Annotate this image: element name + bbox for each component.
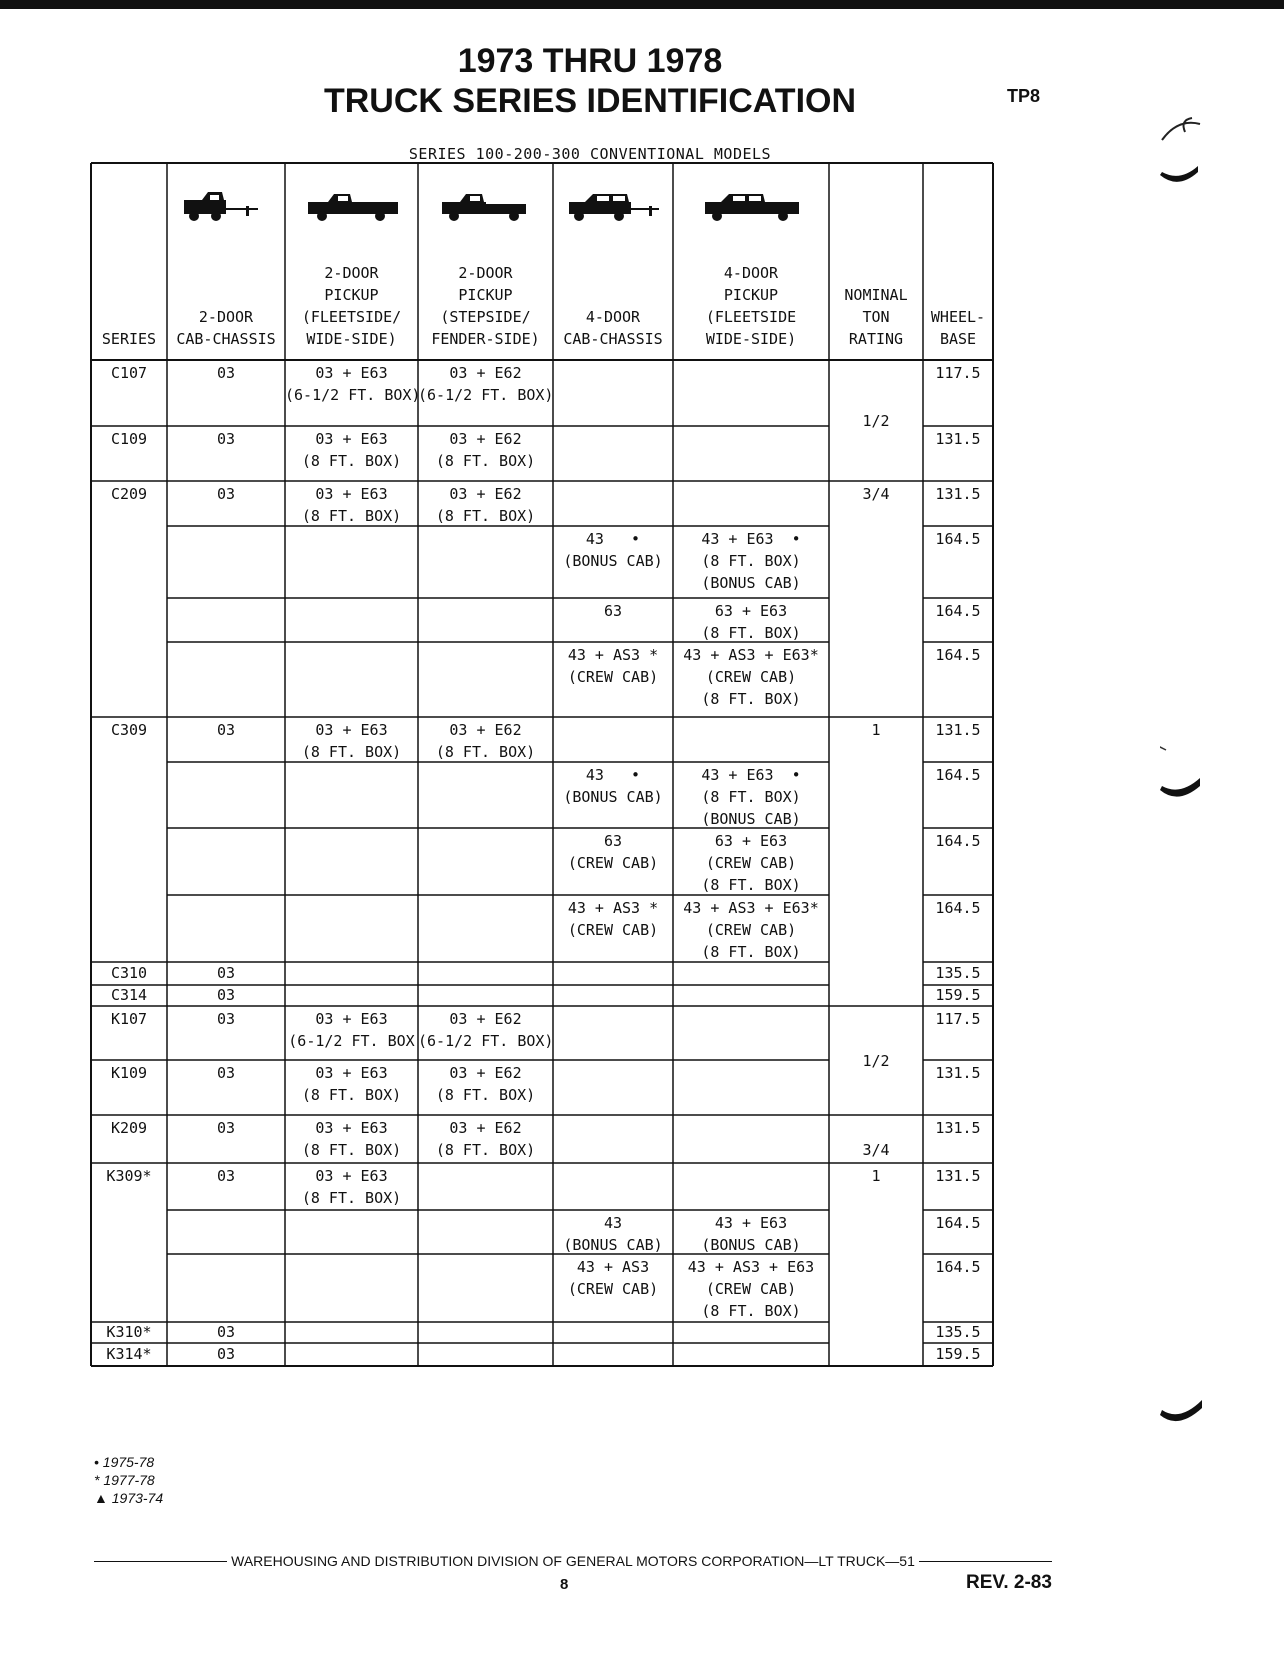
pickup-2door-fleetside-cell: 03 + E63 (8 FT. BOX) [301, 1064, 402, 1104]
column-header: 2-DOOR CAB-CHASSIS [176, 308, 276, 348]
wheelbase-cell: 164.5 [935, 832, 981, 850]
column-header: 2-DOOR PICKUP (STEPSIDE/ FENDER-SIDE) [431, 264, 540, 348]
footnotes [94, 1453, 163, 1507]
pickup-2door-stepside-cell: 03 + E62 (8 FT. BOX) [435, 721, 536, 761]
ton-rating-cell: 1/2 [862, 411, 890, 430]
wheelbase-cell: 131.5 [935, 485, 981, 503]
cab-chassis-4door-cell: 43 + AS3 * (CREW CAB) [567, 646, 659, 686]
cab-chassis-2door-cell: 03 [216, 721, 236, 739]
cab-chassis-4door-cell: 63 [603, 602, 623, 620]
pickup-2door-fleetside-cell: 03 + E63 (6-1/2 FT. BOX) [285, 364, 421, 404]
pickup-4door-cell: 63 + E63 (CREW CAB) (8 FT. BOX) [701, 832, 801, 894]
table-subtitle: SERIES 100-200-300 CONVENTIONAL MODELS [408, 145, 772, 163]
pickup-2door-stepside-cell: 03 + E62 (8 FT. BOX) [435, 485, 536, 525]
pickup-2door-fleetside-cell: 03 + E63 (8 FT. BOX) [301, 485, 402, 525]
cab-chassis-2door-cell: 03 [216, 1010, 236, 1028]
pickup-2door-fleetside-cell: 03 + E63 (8 FT. BOX) [301, 430, 402, 470]
4-door-cab-chassis-truck-icon [563, 186, 663, 226]
cab-chassis-2door-cell: 03 [216, 1323, 236, 1341]
cab-chassis-2door-cell: 03 [216, 986, 236, 1004]
wheelbase-cell: 135.5 [935, 964, 981, 982]
footnote-bullet: • 1975-78 [94, 1454, 155, 1470]
pickup-2door-stepside-cell: 03 + E62 (8 FT. BOX) [435, 1064, 536, 1104]
series-cell: C107 [110, 364, 148, 382]
cab-chassis-4door-cell: 43 • (BONUS CAB) [563, 766, 663, 806]
series-cell: K107 [110, 1010, 148, 1028]
ton-rating-cell: 1 [871, 1167, 881, 1185]
pickup-2door-stepside-cell: 03 + E62 (6-1/2 FT. BOX) [418, 364, 554, 404]
wheelbase-cell: 131.5 [935, 1167, 981, 1185]
footer-rule-left [94, 1561, 227, 1562]
page-title-line-2: TRUCK SERIES IDENTIFICATION [323, 82, 857, 120]
column-header: WHEEL- BASE [930, 308, 986, 348]
series-cell: C309 [110, 721, 148, 739]
cab-chassis-4door-cell: 43 (BONUS CAB) [563, 1214, 663, 1254]
wheelbase-cell: 131.5 [935, 430, 981, 448]
column-header: SERIES [101, 330, 157, 348]
column-header: 2-DOOR PICKUP (FLEETSIDE/ WIDE-SIDE) [301, 264, 402, 348]
cab-chassis-2door-cell: 03 [216, 1119, 236, 1137]
pickup-4door-cell: 43 + AS3 + E63* (CREW CAB) (8 FT. BOX) [683, 646, 819, 708]
ton-rating-cell: 1 [871, 721, 881, 739]
cab-chassis-2door-cell: 03 [216, 1064, 236, 1082]
pickup-2door-fleetside-cell: 03 + E63 (8 FT. BOX) [301, 1119, 402, 1159]
wheelbase-cell: 164.5 [935, 899, 981, 917]
cab-chassis-2door-cell: 03 [216, 485, 236, 503]
4-door-fleetside-pickup-icon [701, 186, 801, 226]
pickup-2door-fleetside-cell: 03 + E63 (8 FT. BOX) [301, 1167, 402, 1207]
wheelbase-cell: 164.5 [935, 1214, 981, 1232]
wheelbase-cell: 131.5 [935, 721, 981, 739]
wheelbase-cell: 164.5 [935, 646, 981, 664]
wheelbase-cell: 164.5 [935, 530, 981, 548]
series-cell: K314* [106, 1345, 152, 1363]
margin-punch-marks [1160, 0, 1250, 1653]
column-header: 4-DOOR CAB-CHASSIS [563, 308, 663, 348]
2-door-stepside-pickup-icon [436, 186, 536, 226]
wheelbase-cell: 117.5 [935, 1010, 981, 1028]
cab-chassis-2door-cell: 03 [216, 1345, 236, 1363]
pickup-2door-fleetside-cell: 03 + E63 (8 FT. BOX) [301, 721, 402, 761]
column-header: 4-DOOR PICKUP (FLEETSIDE WIDE-SIDE) [705, 264, 797, 348]
ton-rating-cell: 3/4 [862, 485, 890, 503]
cab-chassis-2door-cell: 03 [216, 964, 236, 982]
series-cell: K109 [110, 1064, 148, 1082]
column-header: NOMINAL TON RATING [844, 286, 908, 348]
ton-rating-cell: 3/4 [862, 1141, 890, 1159]
series-cell: K209 [110, 1119, 148, 1137]
wheelbase-cell: 131.5 [935, 1064, 981, 1082]
2-door-fleetside-pickup-icon [302, 186, 402, 226]
ton-rating-cell: 1/2 [862, 1051, 890, 1070]
series-cell: C310 [110, 964, 148, 982]
pickup-4door-cell: 63 + E63 (8 FT. BOX) [701, 602, 801, 642]
wheelbase-cell: 159.5 [935, 1345, 981, 1363]
pickup-4door-cell: 43 + AS3 + E63* (CREW CAB) (8 FT. BOX) [683, 899, 819, 961]
series-cell: K310* [106, 1323, 152, 1341]
cab-chassis-2door-cell: 03 [216, 430, 236, 448]
footnote-triangle: ▲ 1973-74 [94, 1490, 164, 1506]
footnote-asterisk: * 1977-78 [94, 1472, 155, 1488]
pickup-2door-fleetside-cell: 03 + E63 (6-1/2 FT. BOX [288, 1010, 415, 1050]
wheelbase-cell: 164.5 [935, 602, 981, 620]
page-title-line-1: 1973 THRU 1978 [457, 42, 723, 80]
wheelbase-cell: 117.5 [935, 364, 981, 382]
revision-label: REV. 2-83 [966, 1572, 1052, 1593]
cab-chassis-2door-cell: 03 [216, 1167, 236, 1185]
series-cell: C314 [110, 986, 148, 1004]
series-cell: C109 [110, 430, 148, 448]
cab-chassis-2door-cell: 03 [216, 364, 236, 382]
pickup-4door-cell: 43 + E63 • (8 FT. BOX) (BONUS CAB) [701, 766, 801, 828]
footer-rule-right [919, 1561, 1052, 1562]
pickup-4door-cell: 43 + AS3 + E63 (CREW CAB) (8 FT. BOX) [687, 1258, 815, 1320]
cab-chassis-4door-cell: 43 • (BONUS CAB) [563, 530, 663, 570]
page-code: TP8 [1007, 86, 1041, 106]
page-number: 8 [560, 1576, 569, 1593]
series-cell: C209 [110, 485, 148, 503]
pickup-2door-stepside-cell: 03 + E62 (6-1/2 FT. BOX) [418, 1010, 554, 1050]
cab-chassis-4door-cell: 43 + AS3 (CREW CAB) [567, 1258, 659, 1298]
pickup-2door-stepside-cell: 03 + E62 (8 FT. BOX) [435, 430, 536, 470]
wheelbase-cell: 131.5 [935, 1119, 981, 1137]
wheelbase-cell: 164.5 [935, 1258, 981, 1276]
cab-chassis-4door-cell: 63 (CREW CAB) [567, 832, 659, 872]
cab-chassis-4door-cell: 43 + AS3 * (CREW CAB) [567, 899, 659, 939]
pickup-4door-cell: 43 + E63 (BONUS CAB) [701, 1214, 801, 1254]
footer-line [94, 1553, 1052, 1569]
wheelbase-cell: 159.5 [935, 986, 981, 1004]
series-cell: K309* [106, 1167, 152, 1185]
pickup-2door-stepside-cell: 03 + E62 (8 FT. BOX) [435, 1119, 536, 1159]
wheelbase-cell: 164.5 [935, 766, 981, 784]
pickup-4door-cell: 43 + E63 • (8 FT. BOX) (BONUS CAB) [701, 530, 801, 592]
2-door-cab-chassis-truck-icon [176, 186, 276, 226]
footer-text: WAREHOUSING AND DISTRIBUTION DIVISION OF GENERAL MOTORS CORPORATION—LT TRUCK—51 [231, 1553, 915, 1569]
wheelbase-cell: 135.5 [935, 1323, 981, 1341]
